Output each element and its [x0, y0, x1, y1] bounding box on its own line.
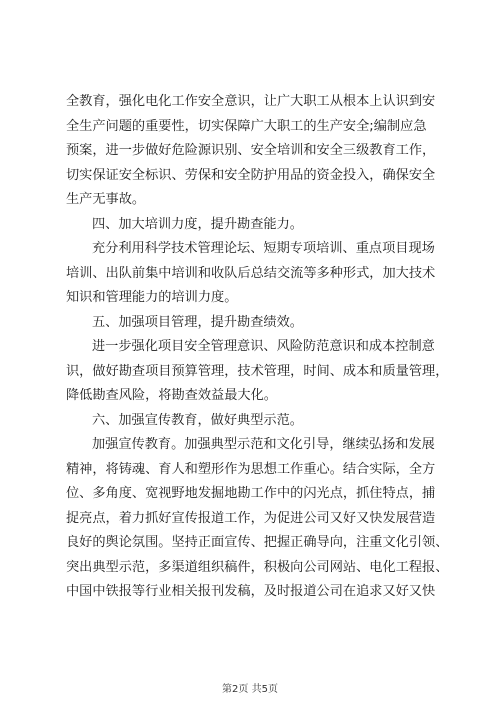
text-line: 识，做好勘查项目预算管理，技术管理，时间、成本和质量管理，	[66, 363, 449, 379]
text-line: 预案，进一步做好危险源识别、安全培训和安全三级教育工作，	[66, 143, 436, 158]
text-line: 加强宣传教育。加强典型示范和文化引导，继续弘扬和发展	[92, 437, 435, 452]
text-line: 位、多角度、宽视野地发掘地勘工作中的闪光点，抓住特点，捕	[66, 486, 436, 501]
text-line: 生产无事故。	[66, 192, 146, 207]
text-line: 突出典型示范，多渠道组织稿件，积极向公司网站、电化工程报、	[66, 559, 449, 575]
text-line: 精神，将铸魂、育人和塑形作为思想工作重心。结合实际，全方	[66, 461, 436, 477]
text-line: 良好的舆论氛围。坚持正面宣传、把握正确导向，注重文化引领、	[66, 535, 449, 550]
text-line: 知识和管理能力的培训力度。	[66, 290, 238, 305]
text-line: 捉亮点，着力抓好宣传报道工作，为促进公司又好又快发展营造	[66, 510, 436, 526]
text-line: 六、加强宣传教育，做好典型示范。	[92, 412, 303, 428]
page-footer: 第2页 共5页	[222, 684, 278, 695]
text-line: 全生产问题的重要性，切实保障广大职工的生产安全;编制应急	[66, 118, 427, 134]
text-line: 四、加大培训力度，提升勘查能力。	[92, 216, 303, 232]
text-line: 全教育，强化电化工作安全意识，让广大职工从根本上认识到安	[66, 94, 436, 109]
text-line: 充分利用科学技术管理论坛、短期专项培训、重点项目现场	[92, 241, 435, 256]
text-line: 培训、出队前集中培训和收队后总结交流等多种形式，加大技术	[66, 265, 436, 281]
text-line: 中国中铁报等行业相关报刊发稿，及时报道公司在追求又好又快	[66, 584, 436, 599]
text-line: 五、加强项目管理，提升勘查绩效。	[92, 314, 303, 330]
text-line: 切实保证安全标识、劳保和安全防护用品的资金投入，确保安全	[66, 167, 436, 183]
text-line: 进一步强化项目安全管理意识、风险防范意识和成本控制意	[92, 339, 435, 354]
document-body	[66, 90, 449, 605]
text-line: 降低勘查风险，将勘查效益最大化。	[66, 388, 277, 403]
